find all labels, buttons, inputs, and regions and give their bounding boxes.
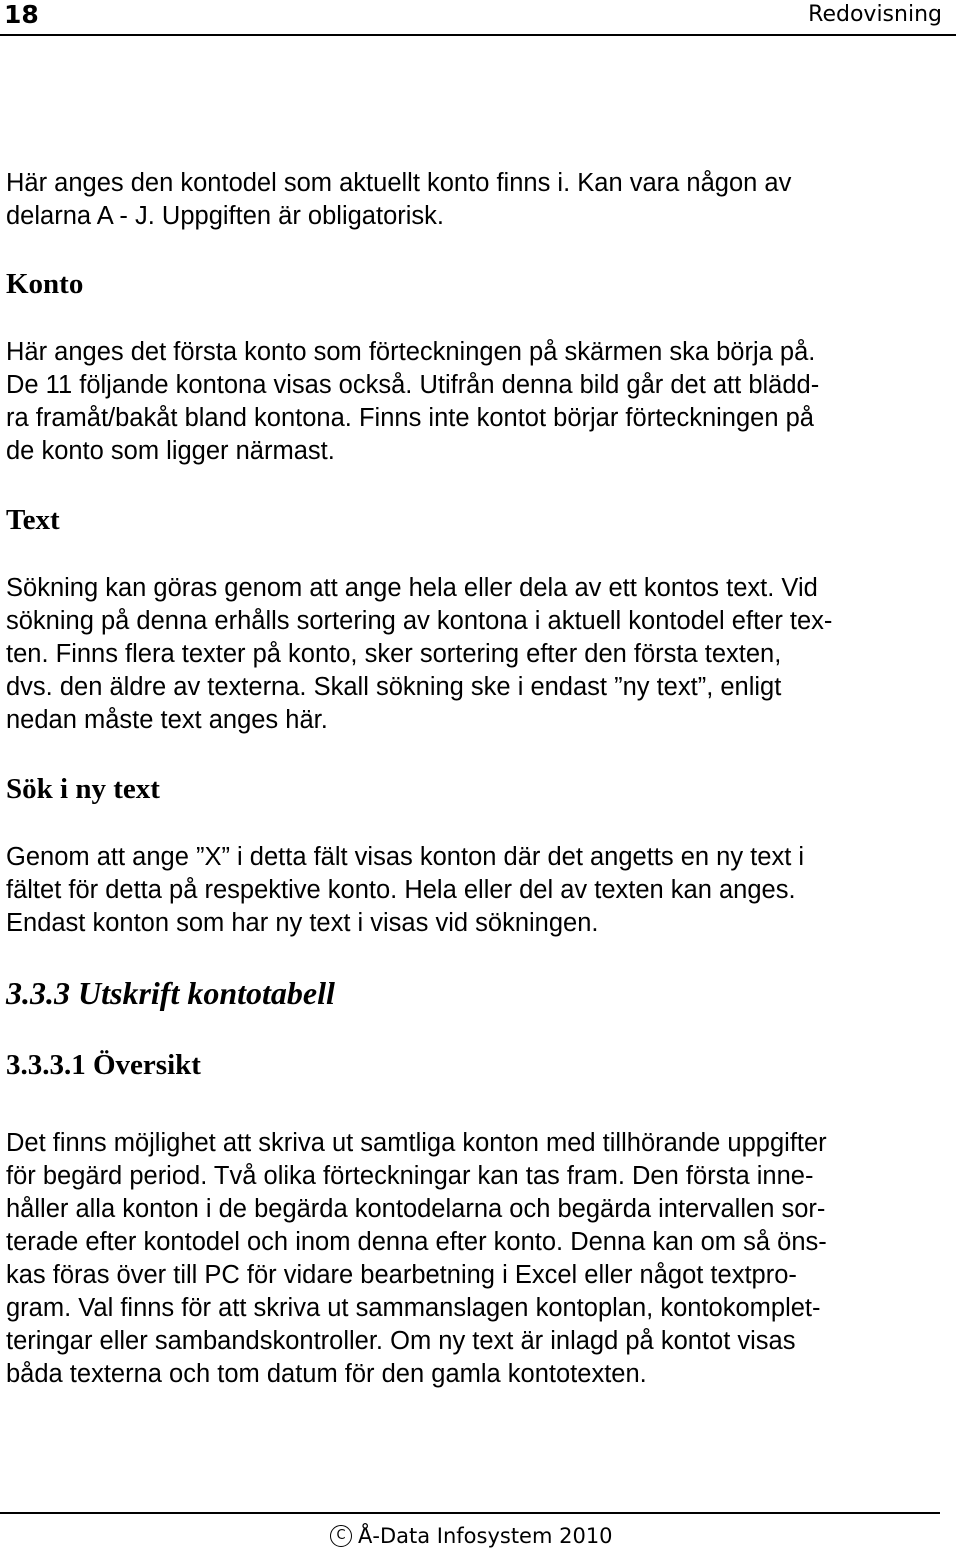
heading-3-3-3-1: 3.3.3.1 Översikt xyxy=(6,1049,201,1081)
heading-3-3-3: 3.3.3 Utskrift kontotabell xyxy=(6,975,335,1011)
text-line: teringar eller sambandskontroller. Om ny text är inlagd på kontot visas xyxy=(6,1327,796,1355)
text-line: båda texterna och tom datum för den gamla kontotexten. xyxy=(6,1360,647,1388)
text-line: ten. Finns flera texter på konto, sker sortering efter den första texten, xyxy=(6,640,782,668)
text-line: Genom att ange ”X” i detta fält visas konton där det angetts en ny text i xyxy=(6,843,805,871)
text-line: delarna A - J. Uppgiften är obligatorisk. xyxy=(6,202,444,230)
text-line: Här anges den kontodel som aktuellt konto finns i. Kan vara någon av xyxy=(6,169,792,197)
paragraph-sok-i-ny-text xyxy=(6,841,941,940)
text-line: Här anges det första konto som förteckningen på skärmen ska börja på. xyxy=(6,338,816,366)
text-line: för begärd period. Två olika förteckningar kan tas fram. Den första inne- xyxy=(6,1162,814,1190)
heading-text: Text xyxy=(6,504,60,536)
text-line: Endast konton som har ny text i visas vid sökningen. xyxy=(6,909,599,937)
heading-konto: Konto xyxy=(6,268,84,300)
footer-divider xyxy=(0,1512,940,1514)
text-line: De 11 följande kontona visas också. Utifrån denna bild går det att blädd- xyxy=(6,371,820,399)
text-line: håller alla konton i de begärda kontodelarna och begärda intervallen sor- xyxy=(6,1195,826,1223)
text-line: terade efter kontodel och inom denna efter konto. Denna kan om så öns- xyxy=(6,1228,827,1256)
copyright-icon: C xyxy=(330,1525,352,1547)
paragraph-kontodel xyxy=(6,167,941,233)
footer-text: Å-Data Infosystem 2010 xyxy=(358,1524,613,1548)
text-line: dvs. den äldre av texterna. Skall sökning ske i endast ”ny text”, enligt xyxy=(6,673,782,701)
text-line: fältet för detta på respektive konto. Hela eller del av texten kan anges. xyxy=(6,876,796,904)
text-line: de konto som ligger närmast. xyxy=(6,437,335,465)
text-line: kas föras över till PC för vidare bearbetning i Excel eller något textpro- xyxy=(6,1261,797,1289)
paragraph-konto xyxy=(6,336,941,468)
page-footer xyxy=(330,1524,613,1548)
text-line: gram. Val finns för att skriva ut sammanslagen kontoplan, kontokomplet- xyxy=(6,1294,821,1322)
text-line: ra framåt/bakåt bland kontona. Finns inte kontot börjar förteckningen på xyxy=(6,404,814,432)
heading-sok-i-ny-text: Sök i ny text xyxy=(6,773,160,805)
paragraph-oversikt xyxy=(6,1127,941,1391)
text-line: Det finns möjlighet att skriva ut samtliga konton med tillhörande uppgifter xyxy=(6,1129,827,1157)
page-number: 18 xyxy=(4,0,39,29)
text-line: sökning på denna erhålls sortering av kontona i aktuell kontodel efter tex- xyxy=(6,607,833,635)
section-title: Redovisning xyxy=(808,2,942,27)
paragraph-text xyxy=(6,572,941,737)
text-line: Sökning kan göras genom att ange hela eller dela av ett kontos text. Vid xyxy=(6,574,818,602)
page-header xyxy=(0,0,956,36)
text-line: nedan måste text anges här. xyxy=(6,706,328,734)
